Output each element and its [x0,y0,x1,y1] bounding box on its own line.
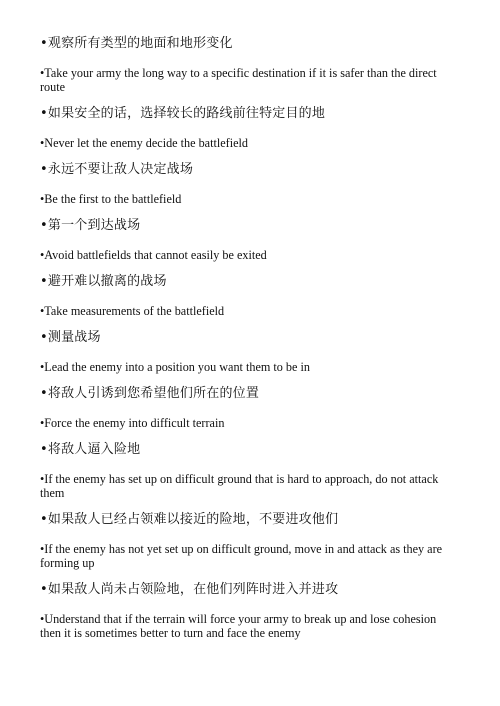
bullet-en-long-way: •Take your army the long way to a specific destination if it is safer than the direct route [40,66,437,94]
bullet-zh-avoid-battlefields: •避开难以撤离的战场 [40,274,167,289]
bullet-zh-be-first: •第一个到达战场 [40,218,141,233]
bullet-en-force-terrain: •Force the enemy into difficult terrain [40,416,225,430]
bullet-zh-do-not-attack: •如果敌人已经占领难以接近的险地，不要进攻他们 [40,512,339,527]
bullet-en-be-first: •Be the first to the battlefield [40,192,182,206]
bullet-zh-observe-ground: •观察所有类型的地面和地形变化 [40,36,233,51]
bullet-en-never-let-decide: •Never let the enemy decide the battlefield [40,136,248,150]
bullet-en-move-in-attack: •If the enemy has not yet set up on difficult ground, move in and attack as they are forming up [40,542,443,570]
bullet-zh-move-in-attack: •如果敌人尚未占领险地，在他们列阵时进入并进攻 [40,582,339,597]
bullet-en-avoid-battlefields: •Avoid battlefields that cannot easily be exited [40,248,267,262]
bullet-en-lead-enemy: •Lead the enemy into a position you want them to be in [40,360,310,374]
bullet-zh-force-terrain: •将敌人逼入险地 [40,442,141,457]
bullet-en-do-not-attack: •If the enemy has set up on difficult ground that is hard to approach, do not attack them [40,472,439,500]
bullet-zh-never-let-decide: •永远不要让敌人决定战场 [40,162,194,177]
bullet-zh-lead-enemy: •将敌人引诱到您希望他们所在的位置 [40,386,260,401]
bullet-zh-take-measurements: •测量战场 [40,330,101,345]
bullet-zh-long-way: •如果安全的话，选择较长的路线前往特定目的地 [40,106,326,121]
bullet-en-take-measurements: •Take measurements of the battlefield [40,304,225,318]
bullet-en-turn-and-face: •Understand that if the terrain will force your army to break up and lose cohesion then it is sometimes better to turn and face the enemy [40,612,437,640]
